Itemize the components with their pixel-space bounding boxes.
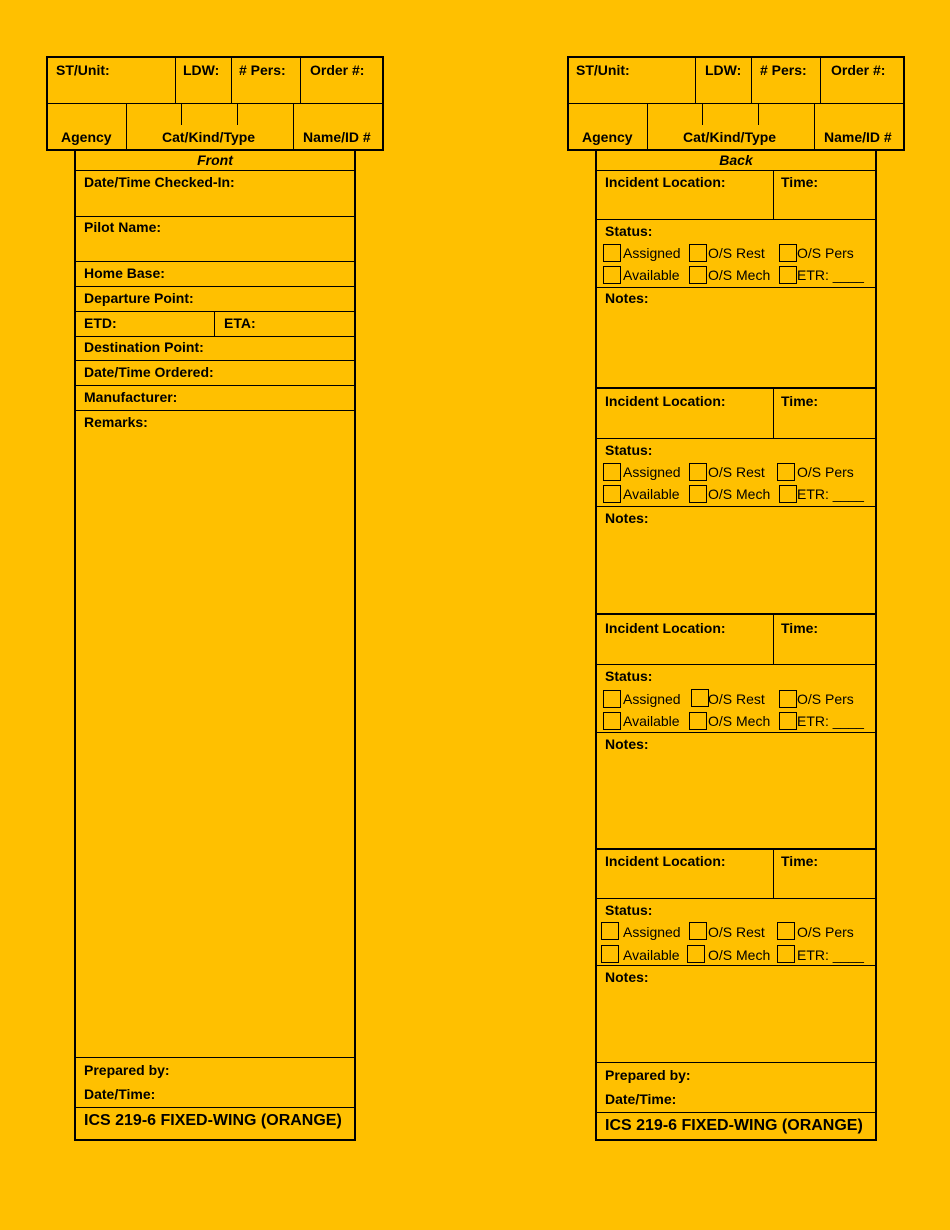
home-base-label: Home Base:: [84, 265, 165, 281]
back-prepared-by-label: Prepared by:: [605, 1067, 691, 1083]
etr-option: ETR: ____: [797, 947, 864, 963]
etr-checkbox[interactable]: [777, 945, 795, 963]
os-mech-checkbox[interactable]: [687, 945, 705, 963]
front-form-id: ICS 219-6 FIXED-WING (ORANGE): [84, 1112, 342, 1129]
available-option: Available: [623, 947, 680, 963]
available-checkbox[interactable]: [603, 485, 621, 503]
os-mech-option: O/S Mech: [708, 947, 771, 963]
etr-option: ETR: ____: [797, 486, 864, 502]
back-date-time-label: Date/Time:: [605, 1091, 677, 1107]
available-checkbox[interactable]: [601, 945, 619, 963]
etd-label: ETD:: [84, 315, 117, 331]
agency-label: Agency: [61, 129, 112, 145]
os-mech-option: O/S Mech: [708, 713, 771, 729]
os-mech-checkbox[interactable]: [689, 712, 707, 730]
date-time-label: Date/Time:: [84, 1086, 156, 1102]
os-rest-option: O/S Rest: [708, 924, 765, 940]
notes-label: Notes:: [605, 736, 649, 752]
date-checked-in-label: Date/Time Checked-In:: [84, 174, 235, 190]
assigned-checkbox[interactable]: [603, 690, 621, 708]
back-agency-label: Agency: [582, 129, 633, 145]
pilot-name-label: Pilot Name:: [84, 219, 162, 235]
os-pers-checkbox[interactable]: [777, 922, 795, 940]
os-rest-checkbox[interactable]: [691, 689, 709, 707]
back-st-unit-label: ST/Unit:: [576, 62, 630, 78]
os-rest-checkbox[interactable]: [689, 463, 707, 481]
os-pers-checkbox[interactable]: [779, 244, 797, 262]
eta-label: ETA:: [224, 315, 256, 331]
etr-option: ETR: ____: [797, 267, 864, 283]
departure-point-label: Departure Point:: [84, 290, 194, 306]
st-unit-label: ST/Unit:: [56, 62, 110, 78]
back-pers-label: # Pers:: [760, 62, 807, 78]
assigned-checkbox[interactable]: [603, 463, 621, 481]
os-mech-option: O/S Mech: [708, 486, 771, 502]
incident-location-label: Incident Location:: [605, 853, 726, 869]
os-pers-option: O/S Pers: [797, 691, 854, 707]
back-form-id: ICS 219-6 FIXED-WING (ORANGE): [605, 1117, 863, 1134]
os-pers-option: O/S Pers: [797, 924, 854, 940]
incident-location-label: Incident Location:: [605, 393, 726, 409]
notes-label: Notes:: [605, 969, 649, 985]
assigned-option: Assigned: [623, 464, 681, 480]
assigned-option: Assigned: [623, 245, 681, 261]
os-rest-option: O/S Rest: [708, 245, 765, 261]
status-label: Status:: [605, 668, 653, 684]
os-rest-checkbox[interactable]: [689, 922, 707, 940]
os-pers-option: O/S Pers: [797, 464, 854, 480]
order-label: Order #:: [310, 62, 365, 78]
etr-checkbox[interactable]: [779, 712, 797, 730]
etr-checkbox[interactable]: [779, 266, 797, 284]
status-label: Status:: [605, 442, 653, 458]
front-caption: Front: [197, 152, 233, 168]
incident-location-label: Incident Location:: [605, 620, 726, 636]
notes-label: Notes:: [605, 290, 649, 306]
time-label: Time:: [781, 620, 819, 636]
os-rest-option: O/S Rest: [708, 691, 765, 707]
available-checkbox[interactable]: [603, 266, 621, 284]
time-label: Time:: [781, 853, 819, 869]
os-rest-option: O/S Rest: [708, 464, 765, 480]
assigned-option: Assigned: [623, 691, 681, 707]
back-ldw-label: LDW:: [705, 62, 742, 78]
os-pers-checkbox[interactable]: [779, 690, 797, 708]
prepared-by-label: Prepared by:: [84, 1062, 170, 1078]
remarks-label: Remarks:: [84, 414, 148, 430]
date-ordered-label: Date/Time Ordered:: [84, 364, 214, 380]
os-mech-checkbox[interactable]: [689, 485, 707, 503]
manufacturer-label: Manufacturer:: [84, 389, 178, 405]
destination-point-label: Destination Point:: [84, 339, 204, 355]
os-mech-option: O/S Mech: [708, 267, 771, 283]
available-option: Available: [623, 486, 680, 502]
ldw-label: LDW:: [183, 62, 220, 78]
time-label: Time:: [781, 174, 819, 190]
time-label: Time:: [781, 393, 819, 409]
pers-label: # Pers:: [239, 62, 286, 78]
assigned-checkbox[interactable]: [603, 244, 621, 262]
available-checkbox[interactable]: [603, 712, 621, 730]
incident-location-label: Incident Location:: [605, 174, 726, 190]
available-option: Available: [623, 713, 680, 729]
name-id-label: Name/ID #: [303, 129, 371, 145]
etr-checkbox[interactable]: [779, 485, 797, 503]
available-option: Available: [623, 267, 680, 283]
back-cat-kind-type-label: Cat/Kind/Type: [683, 129, 777, 145]
os-pers-checkbox[interactable]: [777, 463, 795, 481]
status-label: Status:: [605, 223, 653, 239]
back-order-label: Order #:: [831, 62, 886, 78]
back-caption: Back: [719, 152, 753, 168]
assigned-checkbox[interactable]: [601, 922, 619, 940]
back-name-id-label: Name/ID #: [824, 129, 892, 145]
os-pers-option: O/S Pers: [797, 245, 854, 261]
os-mech-checkbox[interactable]: [689, 266, 707, 284]
notes-label: Notes:: [605, 510, 649, 526]
os-rest-checkbox[interactable]: [689, 244, 707, 262]
etr-option: ETR: ____: [797, 713, 864, 729]
assigned-option: Assigned: [623, 924, 681, 940]
cat-kind-type-label: Cat/Kind/Type: [162, 129, 256, 145]
status-label: Status:: [605, 902, 653, 918]
